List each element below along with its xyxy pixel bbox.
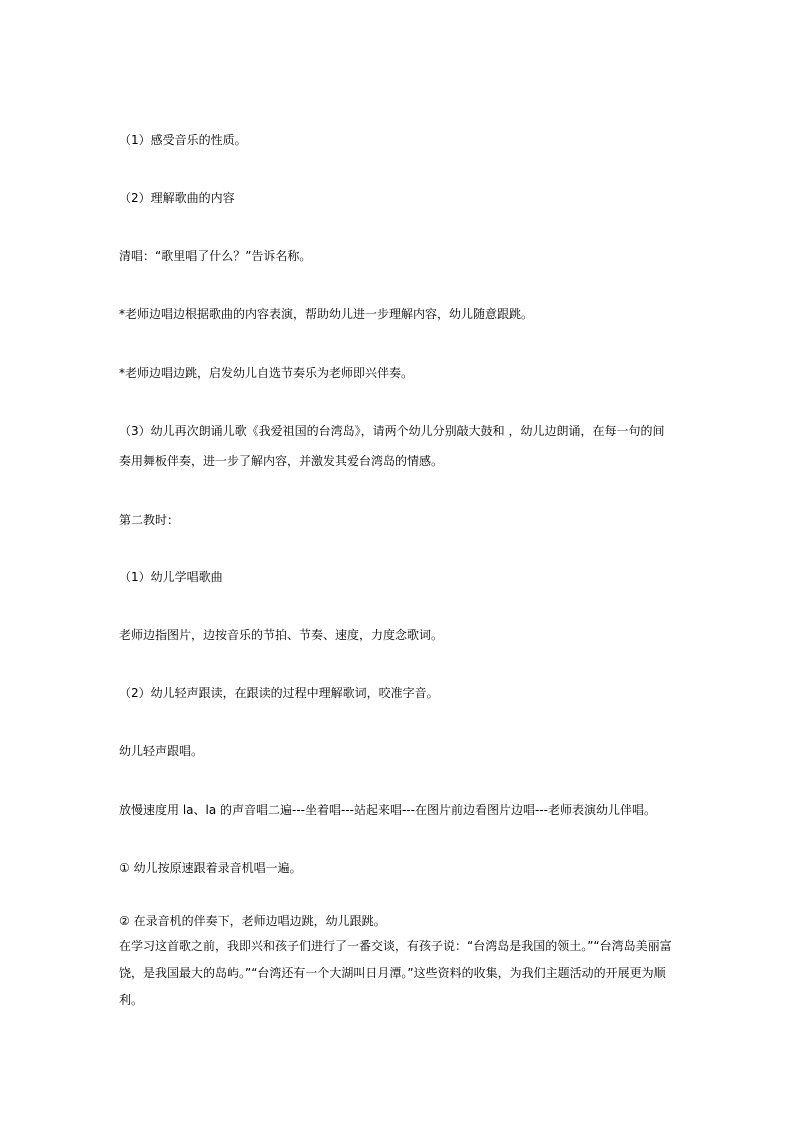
- paragraph-4: [119, 299, 679, 329]
- paragraph-line: 幼儿轻声跟唱。: [119, 744, 204, 758]
- paragraph-7: [119, 505, 679, 535]
- paragraph-12: [119, 795, 679, 825]
- paragraph-line: 在学习这首歌之前，我即兴和孩子们进行了一番交谈，有孩子说：“台湾岛是我国的领土。”“台湾岛美丽富: [119, 939, 672, 953]
- paragraph-5: [119, 358, 679, 388]
- paragraph-11: [119, 736, 679, 766]
- paragraph-line: 放慢速度用 la、la 的声音唱二遍---坐着唱---站起来唱---在图片前边看图片边唱---老师表演幼儿伴唱。: [119, 803, 656, 817]
- paragraph-15: [119, 933, 679, 1014]
- paragraph-line: 清唱：“歌里唱了什么？”告诉名称。: [119, 249, 312, 263]
- paragraph-3: [119, 241, 679, 271]
- paragraph-line: *老师边唱边跳，启发幼儿自选节奏乐为老师即兴伴奏。: [119, 366, 414, 380]
- paragraph-line: （3）幼儿再次朗诵儿歌《我爱祖国的台湾岛》，请两个幼儿分别敲大鼓和 ，幼儿边朗诵，在每一句的间: [119, 424, 665, 438]
- paragraph-line: ② 在录音机的伴奏下，老师边唱边跳，幼儿跟跳。: [119, 914, 386, 928]
- paragraph-line: 饶，是我国最大的岛屿。”“台湾还有一个大湖叫日月潭。”这些资料的收集，为我们主题活动的开展更为顺: [119, 966, 666, 980]
- paragraph-2: [119, 183, 679, 213]
- paragraph-13: [119, 853, 679, 883]
- paragraph-6: [119, 416, 679, 476]
- paragraph-14: [119, 910, 679, 933]
- paragraph-1: [119, 125, 679, 155]
- paragraph-line: （2）幼儿轻声跟读，在跟读的过程中理解歌词，咬准字音。: [119, 686, 439, 700]
- paragraph-9: [119, 620, 679, 650]
- paragraph-line: （2）理解歌曲的内容: [119, 191, 235, 205]
- paragraph-line: 利。: [119, 993, 144, 1007]
- paragraph-line: 老师边指图片，边按音乐的节拍、节奏、速度，力度念歌词。: [119, 628, 444, 642]
- paragraph-10: [119, 678, 679, 708]
- paragraph-line: （1）感受音乐的性质。: [119, 133, 247, 147]
- paragraph-line: ① 幼儿按原速跟着录音机唱一遍。: [119, 861, 302, 875]
- paragraph-8: [119, 562, 679, 592]
- paragraph-line: （1）幼儿学唱歌曲: [119, 570, 223, 584]
- paragraph-line: *老师边唱边根据歌曲的内容表演，帮助幼儿进一步理解内容，幼儿随意跟跳。: [119, 307, 534, 321]
- paragraph-line: 第二教时：: [119, 513, 180, 527]
- paragraph-line: 奏用舞板伴奏，进一步了解内容，并激发其爱台湾岛的情感。: [119, 454, 444, 468]
